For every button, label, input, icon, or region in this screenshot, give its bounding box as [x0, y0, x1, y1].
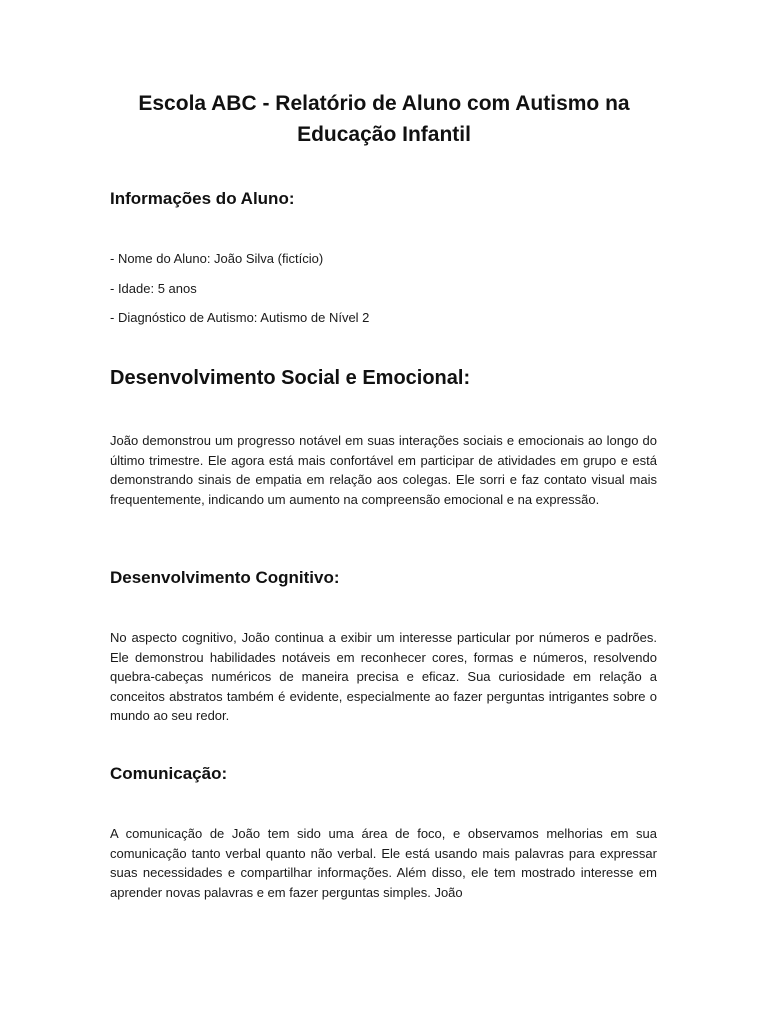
student-name-item: - Nome do Aluno: João Silva (fictício)	[110, 251, 324, 266]
cognitive-paragraph: No aspecto cognitivo, João continua a exibir um interesse particular por números e padrões. Ele demonstrou habilidades notáveis em reconhecer cores, formas e números, resolvendo quebra-cabeças numéricos de maneira precisa e eficaz. Sua curiosidade em relação a conceitos abstratos também é evidente, especialmente ao fazer perguntas intrigantes sobre o mundo ao seu redor.	[110, 630, 657, 723]
communication-paragraph: A comunicação de João tem sido uma área de foco, e observamos melhorias em sua comunicação tanto verbal quanto não verbal. Ele está usando mais palavras para expressar suas necessidades e compartilhar informações. Além disso, ele tem mostrado interesse em aprender novas palavras e em fazer perguntas simples. João	[110, 826, 657, 900]
social-emotional-heading: Desenvolvimento Social e Emocional:	[110, 367, 471, 389]
student-age-item: - Idade: 5 anos	[110, 281, 197, 296]
cognitive-heading: Desenvolvimento Cognitivo:	[110, 568, 340, 587]
social-emotional-paragraph: João demonstrou um progresso notável em suas interações sociais e emocionais ao longo do último trimestre. Ele agora está mais confortável em participar de atividades em grupo e está demonstrando sinais de empatia em relação aos colegas. Ele sorri e faz contato visual mais frequentemente, indicando um aumento na compreensão emocional e na expressão.	[110, 433, 657, 507]
student-diagnosis-item: - Diagnóstico de Autismo: Autismo de Nível 2	[110, 310, 370, 325]
document-title: Escola ABC - Relatório de Aluno com Autismo na Educação Infantil	[138, 92, 630, 146]
student-info-heading: Informações do Aluno:	[110, 189, 295, 208]
communication-heading: Comunicação:	[110, 764, 228, 783]
